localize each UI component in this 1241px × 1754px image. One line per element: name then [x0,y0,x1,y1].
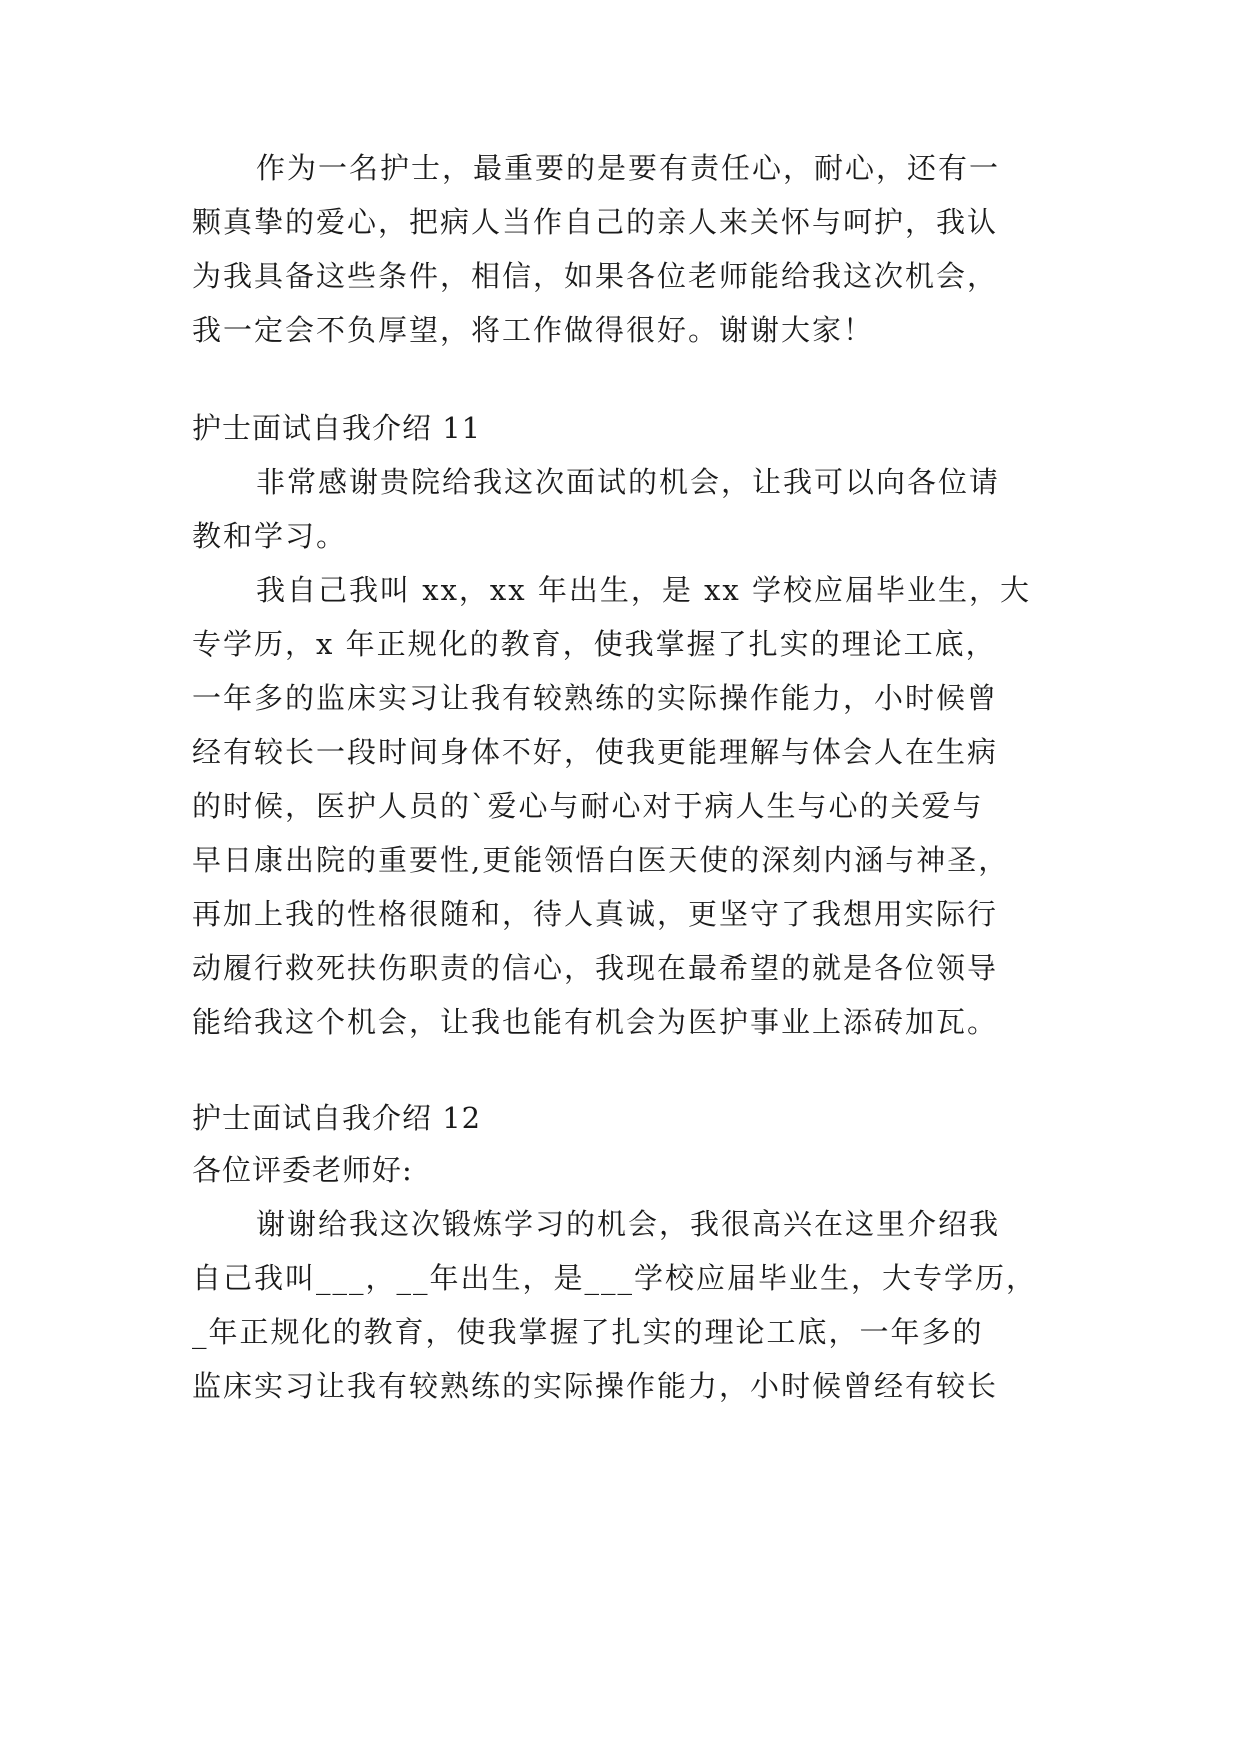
paragraph-line: 早日康出院的重要性,更能领悟白医天使的深刻内涵与神圣， [192,843,1010,877]
paragraph-line: 为我具备这些条件，相信，如果各位老师能给我这次机会， [192,259,999,293]
paragraph-line: 自己我叫___，__年出生，是___学校应届毕业生，大专学历， [192,1261,1038,1295]
paragraph-line: 能给我这个机会，让我也能有机会为医护事业上添砖加瓦。 [192,1005,999,1039]
section-heading-11: 护士面试自我介绍 11 [192,411,482,445]
paragraph-line: _年正规化的教育，使我掌握了扎实的理论工底，一年多的 [192,1315,984,1349]
paragraph-line: 作为一名护士，最重要的是要有责任心，耐心，还有一 [256,151,1001,185]
paragraph-line: 我自己我叫 xx，xx 年出生，是 xx 学校应届毕业生，大 [256,573,1032,607]
paragraph-line: 非常感谢贵院给我这次面试的机会，让我可以向各位请 [256,465,1001,499]
paragraph-line: 谢谢给我这次锻炼学习的机会，我很高兴在这里介绍我 [256,1207,1001,1241]
paragraph-line: 教和学习。 [192,519,348,553]
paragraph-line: 专学历，x 年正规化的教育，使我掌握了扎实的理论工底， [192,627,997,661]
section-heading-12: 护士面试自我介绍 12 [192,1101,482,1135]
greeting-line: 各位评委老师好: [192,1153,413,1187]
paragraph-line: 监床实习让我有较熟练的实际操作能力，小时候曾经有较长 [192,1369,999,1403]
paragraph-line: 动履行救死扶伤职责的信心，我现在最希望的就是各位领导 [192,951,999,985]
paragraph-line: 一年多的监床实习让我有较熟练的实际操作能力，小时候曾 [192,681,999,715]
paragraph-line: 再加上我的性格很随和，待人真诚，更坚守了我想用实际行 [192,897,999,931]
paragraph-line: 我一定会不负厚望，将工作做得很好。谢谢大家！ [192,313,875,347]
paragraph-line: 经有较长一段时间身体不好，使我更能理解与体会人在生病 [192,735,999,769]
paragraph-line: 颗真挚的爱心，把病人当作自己的亲人来关怀与呵护，我认 [192,205,999,239]
paragraph-line: 的时候，医护人员的`爱心与耐心对于病人生与心的关爱与 [192,789,984,823]
